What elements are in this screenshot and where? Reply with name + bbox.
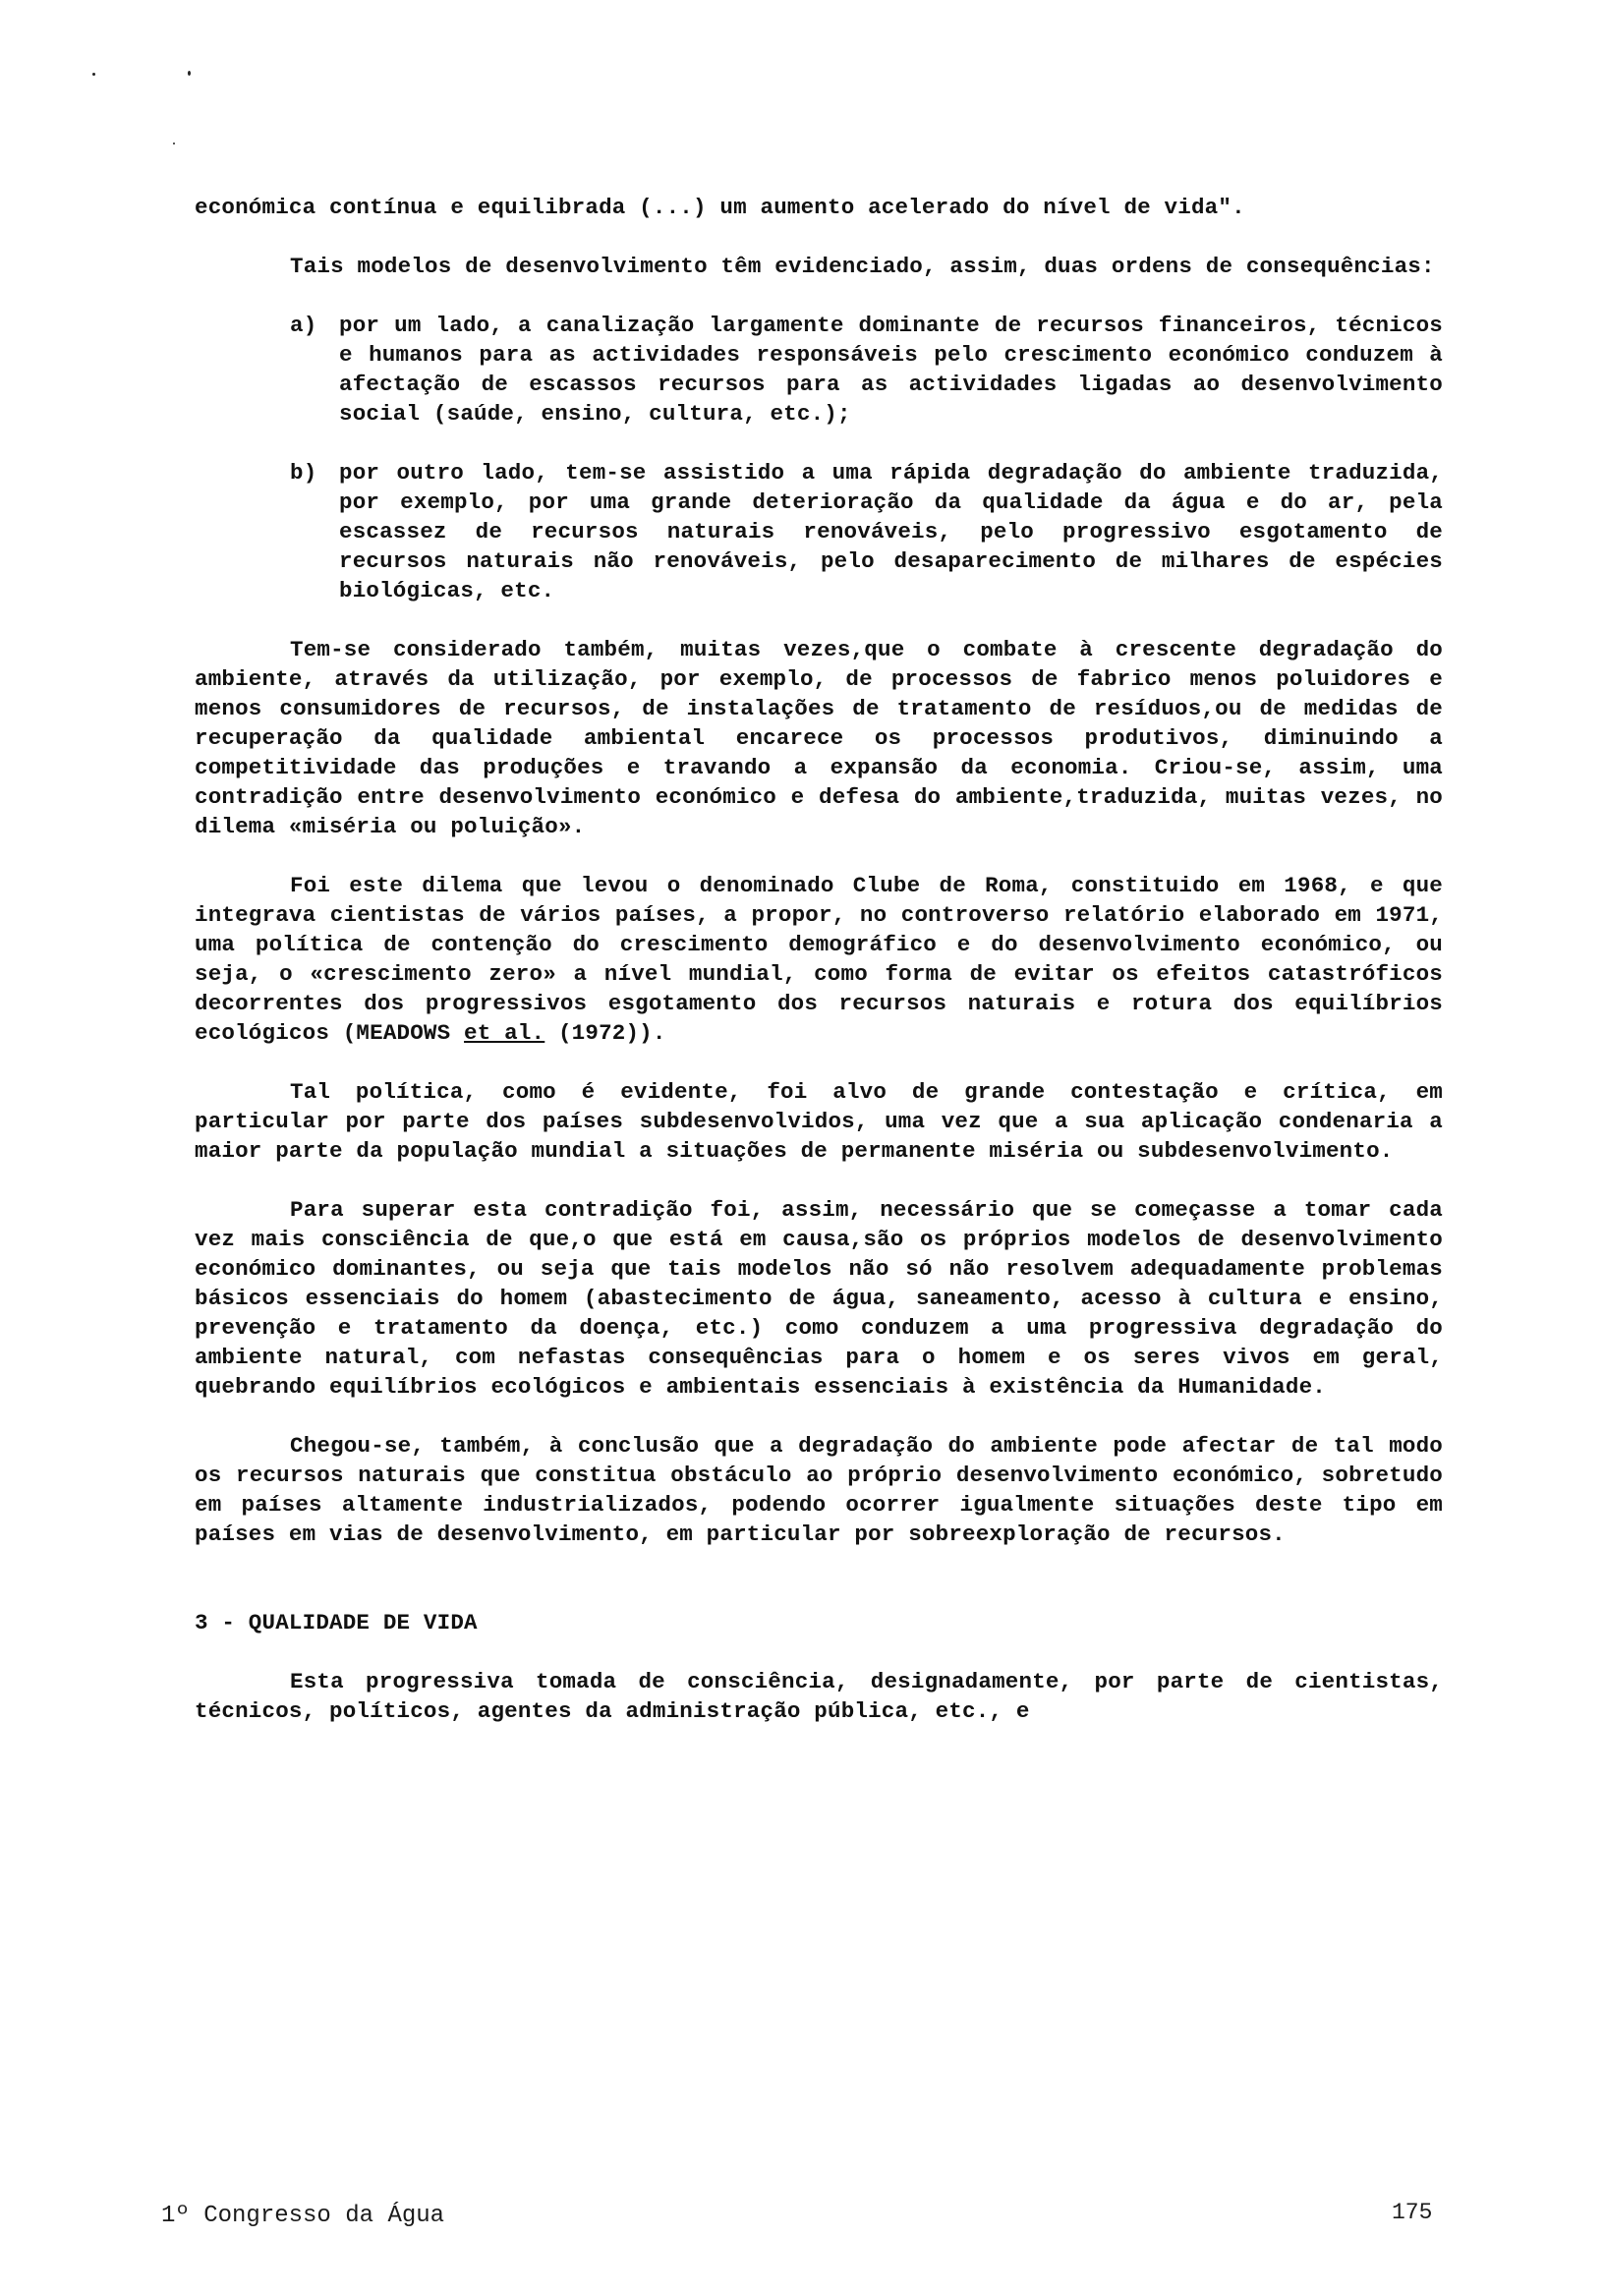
paragraph: económica contínua e equilibrada (...) um aumento acelerado do nível de vida".: [195, 195, 1245, 220]
section-heading: 3 - QUALIDADE DE VIDA: [195, 1610, 478, 1636]
paragraph: Para superar esta contradição foi, assim, necessário que se começasse a tomar cada vez mais consciência de que,o que está em causa,são os próprios modelos de desenvolvimento económico dominantes, ou seja que tais modelos não só não resolvem adequadamente problemas básicos essenciais do homem (abastecimento de água, saneamento, acesso à cultura e ensino, prevenção e tratamento da doença, etc.) como conduzem a uma progressiva degradação do ambiente natural, com nefastas consequências para o homem e os seres vivos em geral, quebrando equilíbrios ecológicos e ambientais essenciais à existência da Humanidade.: [195, 1197, 1443, 1400]
paragraph: Esta progressiva tomada de consciência, designadamente, por parte de cientistas, técnicos, políticos, agentes da administração pública, etc., e: [195, 1669, 1443, 1724]
paragraph: Tais modelos de desenvolvimento têm evidenciado, assim, duas ordens de consequências:: [290, 254, 1435, 279]
list-item-text: por outro lado, tem-se assistido a uma rápida degradação do ambiente traduzida, por exemplo, por uma grande deterioração da qualidade da água e do ar, pela escassez de recursos naturais renováveis, pelo progressivo esgotamento de recursos naturais não renováveis, pelo desaparecimento de milhares de espécies biológicas, etc.: [339, 460, 1443, 603]
page-number: 175: [1392, 2200, 1433, 2225]
document-body: [195, 193, 1443, 1726]
list-item: [290, 311, 1443, 429]
consequence-list: [195, 311, 1443, 605]
citation-et-al: et al.: [464, 1020, 545, 1046]
paragraph: [195, 871, 1443, 1048]
list-marker: a): [290, 313, 317, 338]
scan-speck: [92, 73, 95, 76]
scan-speck: [188, 71, 191, 76]
footer-title: 1º Congresso da Água: [161, 2203, 445, 2229]
paragraph: Chegou-se, também, à conclusão que a degradação do ambiente pode afectar de tal modo os recursos naturais que constitua obstáculo ao próprio desenvolvimento económico, sobretudo em países altamente industrializados, podendo ocorrer igualmente situações deste tipo em países em vias de desenvolvimento, em particular por sobreexploração de recursos.: [195, 1433, 1443, 1547]
paragraph-text: Foi este dilema que levou o denominado Clube de Roma, constituido em 1968, e que integrava cientistas de vários países, a propor, no controverso relatório elaborado em 1971, uma política de contenção do crescimento demográfico e do desenvolvimento económico, ou seja, o «crescimento zero» a nível mundial, como forma de evitar os efeitos catastróficos decorrentes dos progressivos esgotamento dos recursos naturais e rotura dos equilíbrios ecológicos (MEADOWS: [195, 873, 1443, 1046]
scan-speck: [173, 143, 175, 144]
paragraph-text: (1972)).: [544, 1020, 666, 1046]
list-item: [290, 458, 1443, 605]
paragraph: Tal política, como é evidente, foi alvo de grande contestação e crítica, em particular por parte dos países subdesenvolvidos, uma vez que a sua aplicação condenaria a maior parte da população mundial a situações de permanente miséria ou subdesenvolvimento.: [195, 1079, 1443, 1164]
list-marker: b): [290, 460, 317, 486]
paragraph: Tem-se considerado também, muitas vezes,que o combate à crescente degradação do ambiente, através da utilização, por exemplo, de processos de fabrico menos poluidores e menos consumidores de recursos, de instalações de tratamento de resíduos,ou de medidas de recuperação da qualidade ambiental encarece os processos produtivos, diminuindo a competitividade das produções e travando a expansão da economia. Criou-se, assim, uma contradição entre desenvolvimento económico e defesa do ambiente,traduzida, muitas vezes, no dilema «miséria ou poluição».: [195, 637, 1443, 839]
list-item-text: por um lado, a canalização largamente dominante de recursos financeiros, técnicos e humanos para as actividades responsáveis pelo crescimento económico conduzem à afectação de escassos recursos para as actividades ligadas ao desenvolvimento social (saúde, ensino, cultura, etc.);: [339, 313, 1443, 427]
